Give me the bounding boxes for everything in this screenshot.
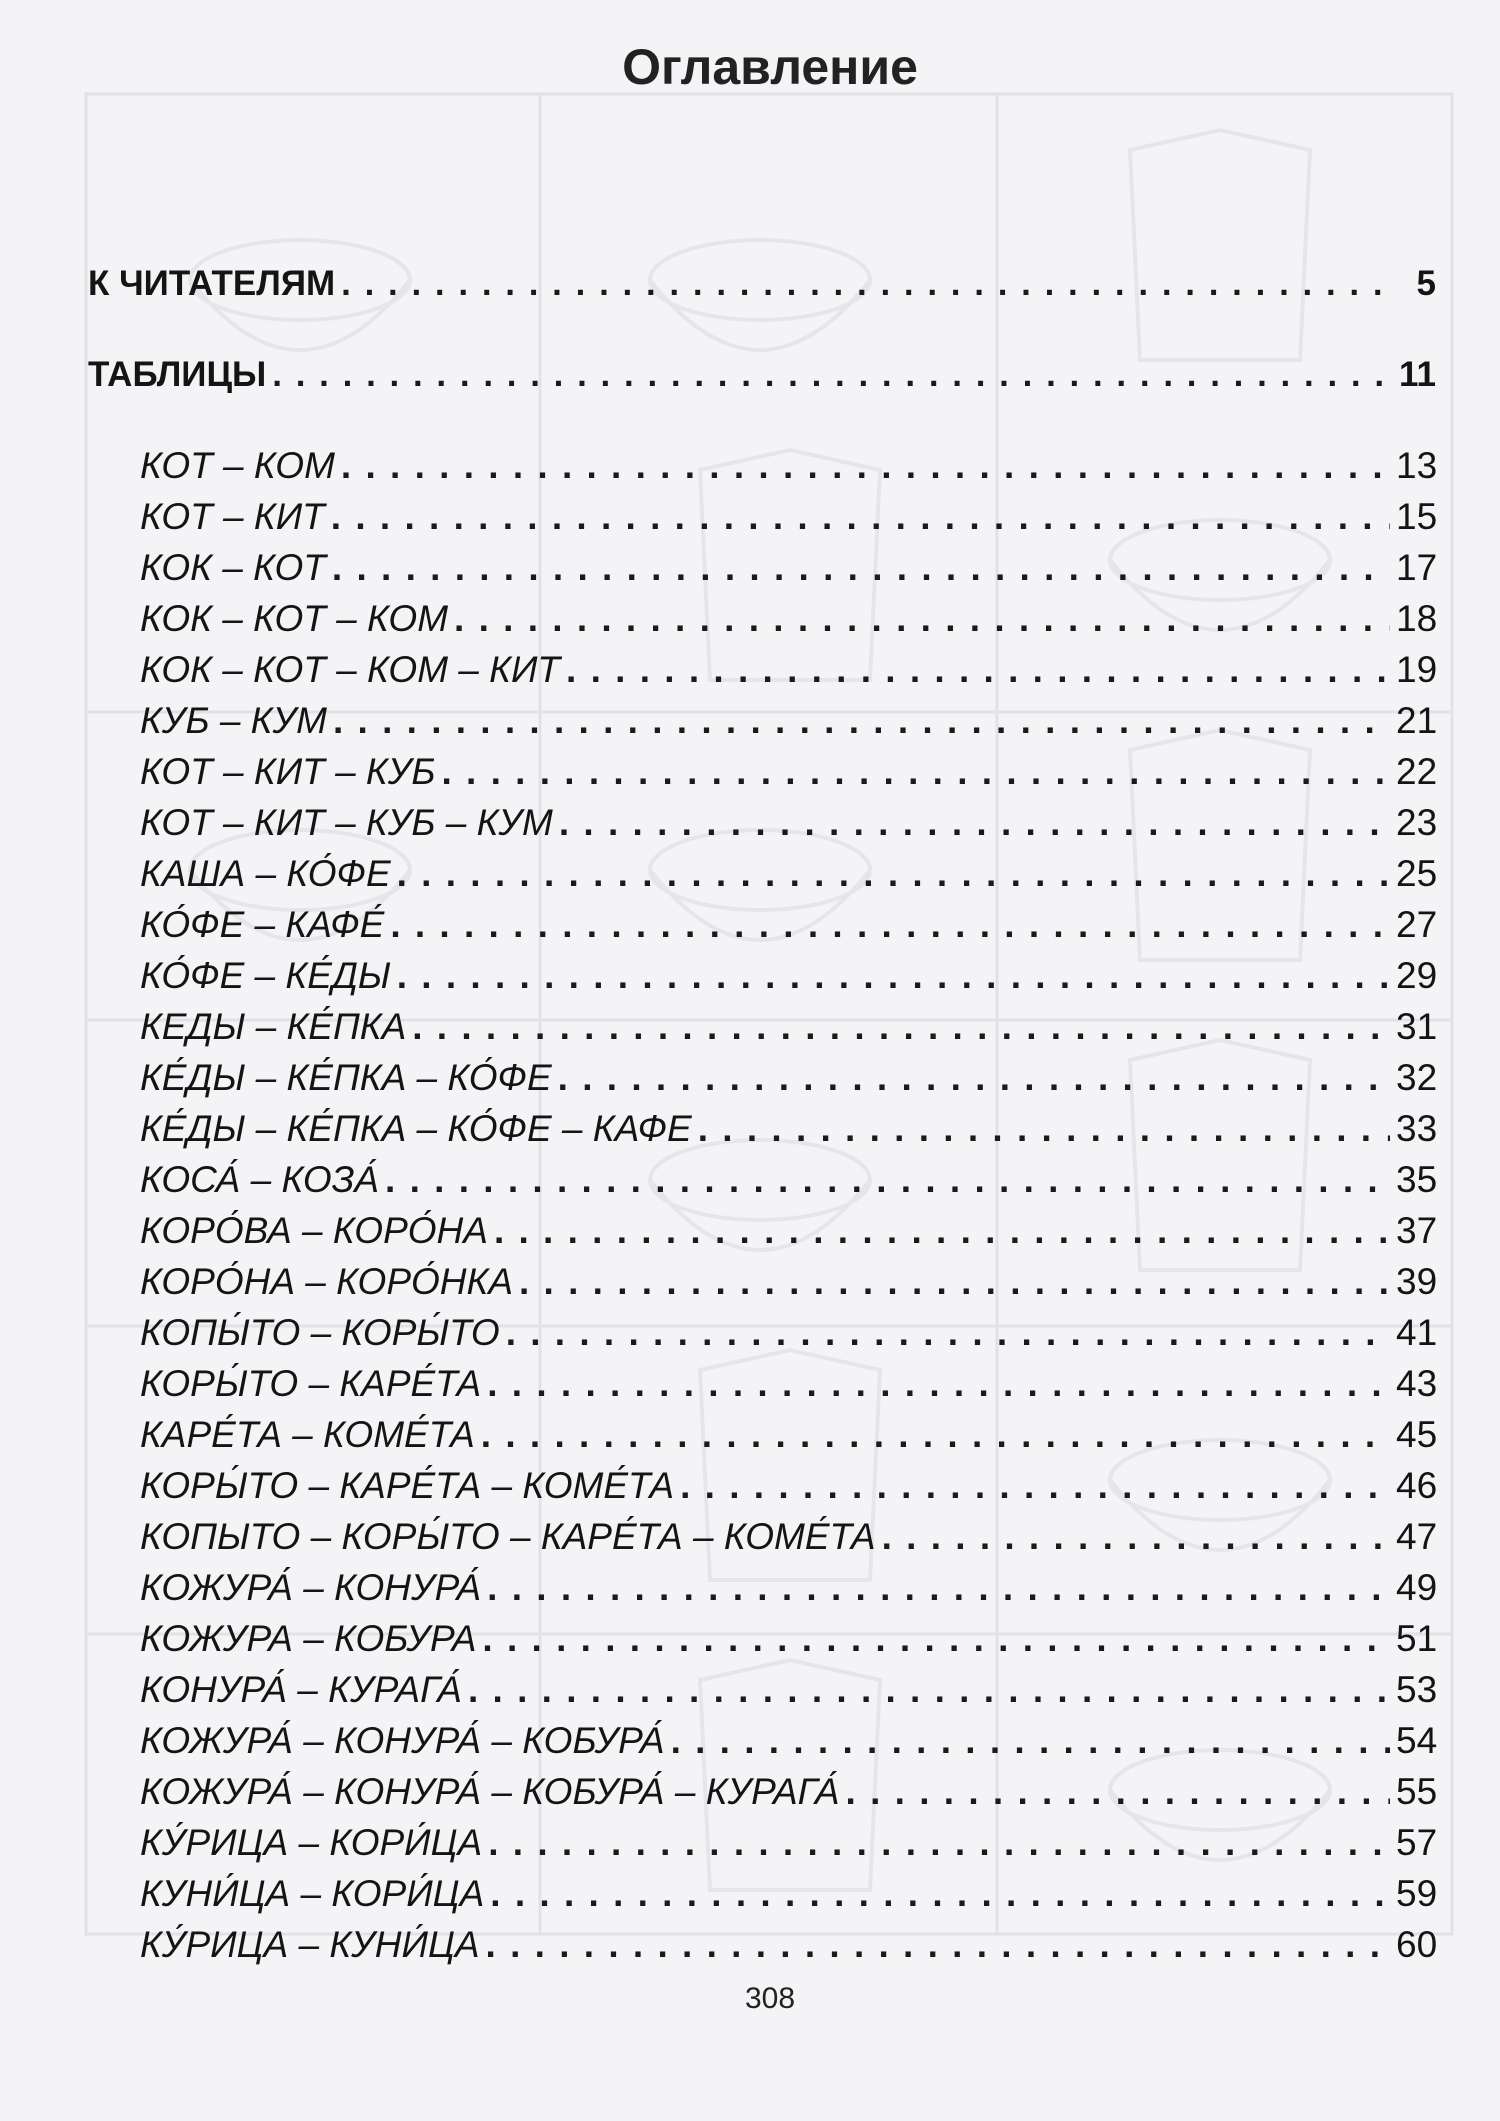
toc-entry-label: КОЖУРА́ – КОНУРА́ – КОБУРА́	[140, 1720, 665, 1761]
dot-leader	[341, 258, 1390, 309]
toc-entry-label: КОПЫТО – КОРЫ́ТО – КАРЕ́ТА – КОМЕ́ТА	[140, 1516, 876, 1557]
toc-entry	[88, 1409, 1436, 1460]
toc-entry-page: 18	[1396, 598, 1438, 639]
toc-entry-page: 13	[1396, 445, 1438, 486]
toc-entry-label: ТАБЛИЦЫ	[88, 355, 267, 394]
dot-leader	[331, 491, 1390, 542]
toc-entry	[88, 797, 1436, 848]
toc-entry-label: КО́ФЕ – КЕ́ДЫ	[140, 955, 391, 996]
dot-leader	[441, 746, 1390, 797]
dot-leader	[332, 542, 1390, 593]
dot-leader	[487, 1562, 1390, 1613]
toc-entry-label: КОЖУРА́ – КОНУРА́	[140, 1567, 482, 1608]
toc-entry-page: 17	[1396, 547, 1438, 588]
toc-entry	[88, 440, 1436, 491]
toc-entry-page: 49	[1396, 1567, 1438, 1608]
dot-leader	[671, 1715, 1390, 1766]
toc-entry-label: КУНИ́ЦА – КОРИ́ЦА	[140, 1873, 485, 1914]
toc-entry-page: 19	[1396, 649, 1438, 690]
toc-entry	[88, 899, 1436, 950]
toc-entry	[88, 593, 1436, 644]
dot-leader	[488, 1817, 1390, 1868]
dot-leader	[272, 349, 1390, 400]
dot-leader	[412, 1001, 1390, 1052]
toc-entry-page: 21	[1396, 700, 1438, 741]
toc-entry-label: КОРО́ВА – КОРО́НА	[140, 1210, 488, 1251]
dot-leader	[680, 1460, 1390, 1511]
toc-entry-label: КОТ – КОМ	[140, 445, 335, 486]
toc-entry-page: 60	[1396, 1924, 1438, 1965]
toc-entry-label: КОК – КОТ – КОМ	[140, 598, 449, 639]
toc-entry	[88, 1103, 1436, 1154]
toc-entry-page: 45	[1396, 1414, 1438, 1455]
toc-entry	[88, 1307, 1436, 1358]
toc-entry-page: 53	[1396, 1669, 1438, 1710]
dot-leader	[559, 797, 1390, 848]
dot-leader	[390, 899, 1390, 950]
toc-entry-page: 57	[1396, 1822, 1438, 1863]
toc-entry-page: 47	[1396, 1516, 1438, 1557]
toc-entry-label: КУБ – КУМ	[140, 700, 327, 741]
toc-entry-label: КОЖУРА – КОБУРА	[140, 1618, 477, 1659]
toc-entry-page: 5	[1416, 264, 1436, 303]
dot-leader	[397, 848, 1390, 899]
toc-entry-page: 32	[1396, 1057, 1438, 1098]
toc-entry	[88, 1562, 1436, 1613]
toc-entry-page: 37	[1396, 1210, 1438, 1251]
toc-entry-label: КОК – КОТ	[140, 547, 326, 588]
toc-entry-page: 11	[1399, 355, 1436, 394]
dot-leader	[482, 1613, 1390, 1664]
toc-entry-page: 46	[1396, 1465, 1438, 1506]
toc-entry-page: 29	[1396, 955, 1438, 996]
toc-entry-label: КОТ – КИТ	[140, 496, 325, 537]
toc-entry-label: КЕДЫ – КЕ́ПКА	[140, 1006, 407, 1047]
toc-entry	[88, 644, 1436, 695]
dot-leader	[385, 1154, 1390, 1205]
toc-entry-label: КОК – КОТ – КОМ – КИТ	[140, 649, 561, 690]
dot-leader	[519, 1256, 1390, 1307]
toc-entry-page: 55	[1396, 1771, 1438, 1812]
toc-entry-label: КОТ – КИТ – КУБ – КУМ	[140, 802, 553, 843]
toc-entry-page: 33	[1396, 1108, 1438, 1149]
toc-entry	[88, 1919, 1436, 1970]
toc-entry-label: КОПЫ́ТО – КОРЫ́ТО	[140, 1312, 500, 1353]
dot-leader	[490, 1868, 1390, 1919]
toc-entry-page: 35	[1396, 1159, 1438, 1200]
page-number: 308	[744, 1982, 796, 2015]
toc-entry	[88, 1358, 1436, 1409]
toc-entry-label: КАРЕ́ТА – КОМЕ́ТА	[140, 1414, 475, 1455]
toc-entry	[88, 1205, 1436, 1256]
dot-leader	[486, 1919, 1390, 1970]
toc-entry	[88, 1460, 1436, 1511]
toc-entry	[88, 1766, 1436, 1817]
dot-leader	[506, 1307, 1390, 1358]
toc-entry-page: 27	[1396, 904, 1438, 945]
toc-entry	[88, 491, 1436, 542]
dot-leader	[487, 1358, 1390, 1409]
toc-entry	[88, 1664, 1436, 1715]
toc-entry-page: 23	[1396, 802, 1438, 843]
toc-entry-label: КОРЫ́ТО – КАРЕ́ТА – КОМЕ́ТА	[140, 1465, 675, 1506]
dot-leader	[566, 644, 1390, 695]
toc-entry	[88, 1817, 1436, 1868]
dot-leader	[698, 1103, 1390, 1154]
toc-entry-page: 15	[1396, 496, 1438, 537]
toc-entry	[88, 1868, 1436, 1919]
toc-section	[88, 349, 1436, 400]
toc-entry	[88, 950, 1436, 1001]
toc-entry-label: КОНУРА́ – КУРАГА́	[140, 1669, 462, 1710]
toc-entry	[88, 1715, 1436, 1766]
table-of-contents	[88, 258, 1436, 1970]
toc-entry-label: КО́ФЕ – КАФЕ́	[140, 904, 385, 945]
toc-entry-page: 54	[1396, 1720, 1438, 1761]
toc-entry-label: КЕ́ДЫ – КЕ́ПКА – КО́ФЕ	[140, 1057, 552, 1098]
toc-entry-label: КУ́РИЦА – КУНИ́ЦА	[140, 1924, 480, 1965]
toc-entry	[88, 1256, 1436, 1307]
toc-entry	[88, 746, 1436, 797]
dot-leader	[397, 950, 1390, 1001]
toc-entry-page: 39	[1396, 1261, 1438, 1302]
toc-entry	[88, 1154, 1436, 1205]
toc-entry	[88, 542, 1436, 593]
toc-entry-page: 31	[1396, 1006, 1438, 1047]
page-title: Оглавление	[622, 39, 918, 95]
toc-entry-label: КАША – КО́ФЕ	[140, 853, 391, 894]
toc-entry-label: КОРЫ́ТО – КАРЕ́ТА	[140, 1363, 482, 1404]
toc-entry-page: 22	[1396, 751, 1438, 792]
dot-leader	[468, 1664, 1390, 1715]
dot-leader	[454, 593, 1390, 644]
toc-entry-page: 41	[1396, 1312, 1438, 1353]
dot-leader	[481, 1409, 1390, 1460]
toc-entry-page: 51	[1396, 1618, 1438, 1659]
toc-section	[88, 258, 1436, 309]
toc-entry	[88, 1001, 1436, 1052]
toc-entry	[88, 1511, 1436, 1562]
dot-leader	[494, 1205, 1390, 1256]
toc-entry-label: КОЖУРА́ – КОНУРА́ – КОБУРА́ – КУРАГА́	[140, 1771, 840, 1812]
toc-entry-label: КЕ́ДЫ – КЕ́ПКА – КО́ФЕ – КАФЕ	[140, 1108, 692, 1149]
dot-leader	[333, 695, 1390, 746]
dot-leader	[882, 1511, 1390, 1562]
toc-entry-label: К ЧИТАТЕЛЯМ	[88, 264, 336, 303]
toc-entry-page: 25	[1396, 853, 1438, 894]
toc-entry-label: КОТ – КИТ – КУБ	[140, 751, 436, 792]
dot-leader	[558, 1052, 1390, 1103]
toc-entry-page: 43	[1396, 1363, 1438, 1404]
toc-entry-label: КУ́РИЦА – КОРИ́ЦА	[140, 1822, 483, 1863]
toc-entry	[88, 1052, 1436, 1103]
toc-entry	[88, 1613, 1436, 1664]
toc-entry-label: КОРО́НА – КОРО́НКА	[140, 1261, 513, 1302]
toc-entry-label: КОСА́ – КОЗА́	[140, 1159, 380, 1200]
dot-leader	[341, 440, 1390, 491]
toc-entry	[88, 695, 1436, 746]
toc-entry	[88, 848, 1436, 899]
toc-entry-page: 59	[1396, 1873, 1438, 1914]
dot-leader	[846, 1766, 1390, 1817]
